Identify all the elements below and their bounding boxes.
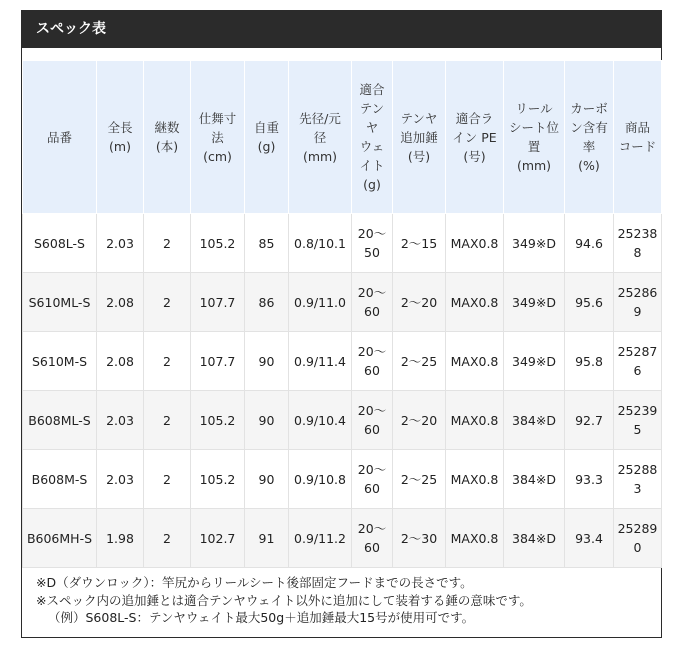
column-header-closed-length: 仕舞寸 法 (cm) [191, 61, 245, 214]
cell-length: 2.08 [97, 332, 144, 391]
table-body [23, 214, 662, 568]
table-row [23, 509, 662, 568]
table-row [23, 450, 662, 509]
spec-table [22, 60, 662, 568]
cell-reel-seat: 384※D [504, 450, 565, 509]
cell-line-pe: MAX0.8 [446, 391, 504, 450]
cell-line-pe: MAX0.8 [446, 214, 504, 273]
footnote-example: （例）S608L-S：テンヤウェイト最大50g＋追加錘最大15号が使用可です。 [48, 610, 475, 625]
cell-code: 25288 3 [614, 450, 662, 509]
cell-product-no: S610M-S [23, 332, 97, 391]
cell-closed-length: 105.2 [191, 391, 245, 450]
spec-table-title: スペック表 [22, 11, 661, 48]
cell-extra-sinker: 2～25 [393, 332, 446, 391]
cell-extra-sinker: 2～20 [393, 273, 446, 332]
spec-table-panel [21, 10, 662, 638]
column-header-pieces: 継数 (本) [144, 61, 191, 214]
cell-line-pe: MAX0.8 [446, 450, 504, 509]
cell-length: 2.03 [97, 391, 144, 450]
table-header-row [23, 61, 662, 214]
cell-extra-sinker: 2～25 [393, 450, 446, 509]
cell-product-no: B608M-S [23, 450, 97, 509]
cell-carbon: 93.3 [565, 450, 614, 509]
cell-carbon: 95.8 [565, 332, 614, 391]
cell-reel-seat: 349※D [504, 273, 565, 332]
cell-weight: 90 [245, 332, 289, 391]
cell-code: 25286 9 [614, 273, 662, 332]
footnote-downlock: ※D（ダウンロック）：竿尻からリールシート後部固定フードまでの長さです。 [36, 575, 473, 590]
cell-reel-seat: 384※D [504, 391, 565, 450]
cell-pieces: 2 [144, 273, 191, 332]
cell-product-no: B608ML-S [23, 391, 97, 450]
cell-reel-seat: 349※D [504, 214, 565, 273]
column-header-reel-seat: リール シート位 置 (mm) [504, 61, 565, 214]
cell-length: 2.03 [97, 214, 144, 273]
cell-weight: 91 [245, 509, 289, 568]
cell-carbon: 94.6 [565, 214, 614, 273]
cell-tip-butt: 0.9/11.4 [289, 332, 352, 391]
cell-line-pe: MAX0.8 [446, 273, 504, 332]
cell-extra-sinker: 2～20 [393, 391, 446, 450]
cell-product-no: S608L-S [23, 214, 97, 273]
cell-length: 2.03 [97, 450, 144, 509]
cell-product-no: B606MH-S [23, 509, 97, 568]
cell-carbon: 95.6 [565, 273, 614, 332]
cell-tenya-weight: 20～ 60 [352, 450, 393, 509]
cell-code: 25289 0 [614, 509, 662, 568]
column-header-product-no: 品番 [23, 61, 97, 214]
footnotes [36, 574, 532, 627]
cell-tenya-weight: 20～ 50 [352, 214, 393, 273]
table-row [23, 391, 662, 450]
cell-weight: 90 [245, 391, 289, 450]
cell-weight: 85 [245, 214, 289, 273]
cell-pieces: 2 [144, 450, 191, 509]
cell-length: 1.98 [97, 509, 144, 568]
cell-tip-butt: 0.9/11.0 [289, 273, 352, 332]
cell-carbon: 92.7 [565, 391, 614, 450]
column-header-length: 全長 (m) [97, 61, 144, 214]
cell-tenya-weight: 20～ 60 [352, 509, 393, 568]
table-row [23, 214, 662, 273]
table-row [23, 273, 662, 332]
cell-length: 2.08 [97, 273, 144, 332]
column-header-code: 商品 コード [614, 61, 662, 214]
cell-weight: 86 [245, 273, 289, 332]
cell-line-pe: MAX0.8 [446, 332, 504, 391]
cell-tip-butt: 0.9/10.4 [289, 391, 352, 450]
column-header-carbon: カーボ ン含有 率 (%) [565, 61, 614, 214]
column-header-weight: 自重 (g) [245, 61, 289, 214]
cell-tenya-weight: 20～ 60 [352, 332, 393, 391]
cell-code: 25238 8 [614, 214, 662, 273]
cell-weight: 90 [245, 450, 289, 509]
cell-line-pe: MAX0.8 [446, 509, 504, 568]
cell-carbon: 93.4 [565, 509, 614, 568]
cell-pieces: 2 [144, 332, 191, 391]
footnote-extra-sinker: ※スペック内の追加錘とは適合テンヤウェイト以外に追加にして装着する錘の意味です。 [36, 592, 532, 608]
column-header-extra-sinker: テンヤ 追加錘 (号) [393, 61, 446, 214]
cell-closed-length: 105.2 [191, 450, 245, 509]
cell-reel-seat: 349※D [504, 332, 565, 391]
cell-pieces: 2 [144, 391, 191, 450]
cell-product-no: S610ML-S [23, 273, 97, 332]
column-header-line-pe: 適合ラ イン PE (号) [446, 61, 504, 214]
cell-closed-length: 107.7 [191, 273, 245, 332]
cell-tip-butt: 0.9/11.2 [289, 509, 352, 568]
cell-reel-seat: 384※D [504, 509, 565, 568]
cell-tenya-weight: 20～ 60 [352, 273, 393, 332]
cell-closed-length: 102.7 [191, 509, 245, 568]
cell-extra-sinker: 2～15 [393, 214, 446, 273]
cell-tip-butt: 0.8/10.1 [289, 214, 352, 273]
table-row [23, 332, 662, 391]
cell-pieces: 2 [144, 509, 191, 568]
cell-closed-length: 107.7 [191, 332, 245, 391]
cell-code: 25287 6 [614, 332, 662, 391]
column-header-tenya-weight: 適合 テン ヤ ウェ イト (g) [352, 61, 393, 214]
cell-pieces: 2 [144, 214, 191, 273]
cell-tip-butt: 0.9/10.8 [289, 450, 352, 509]
cell-tenya-weight: 20～ 60 [352, 391, 393, 450]
column-header-tip-butt: 先径/元 径 (mm) [289, 61, 352, 214]
cell-extra-sinker: 2～30 [393, 509, 446, 568]
cell-code: 25239 5 [614, 391, 662, 450]
cell-closed-length: 105.2 [191, 214, 245, 273]
